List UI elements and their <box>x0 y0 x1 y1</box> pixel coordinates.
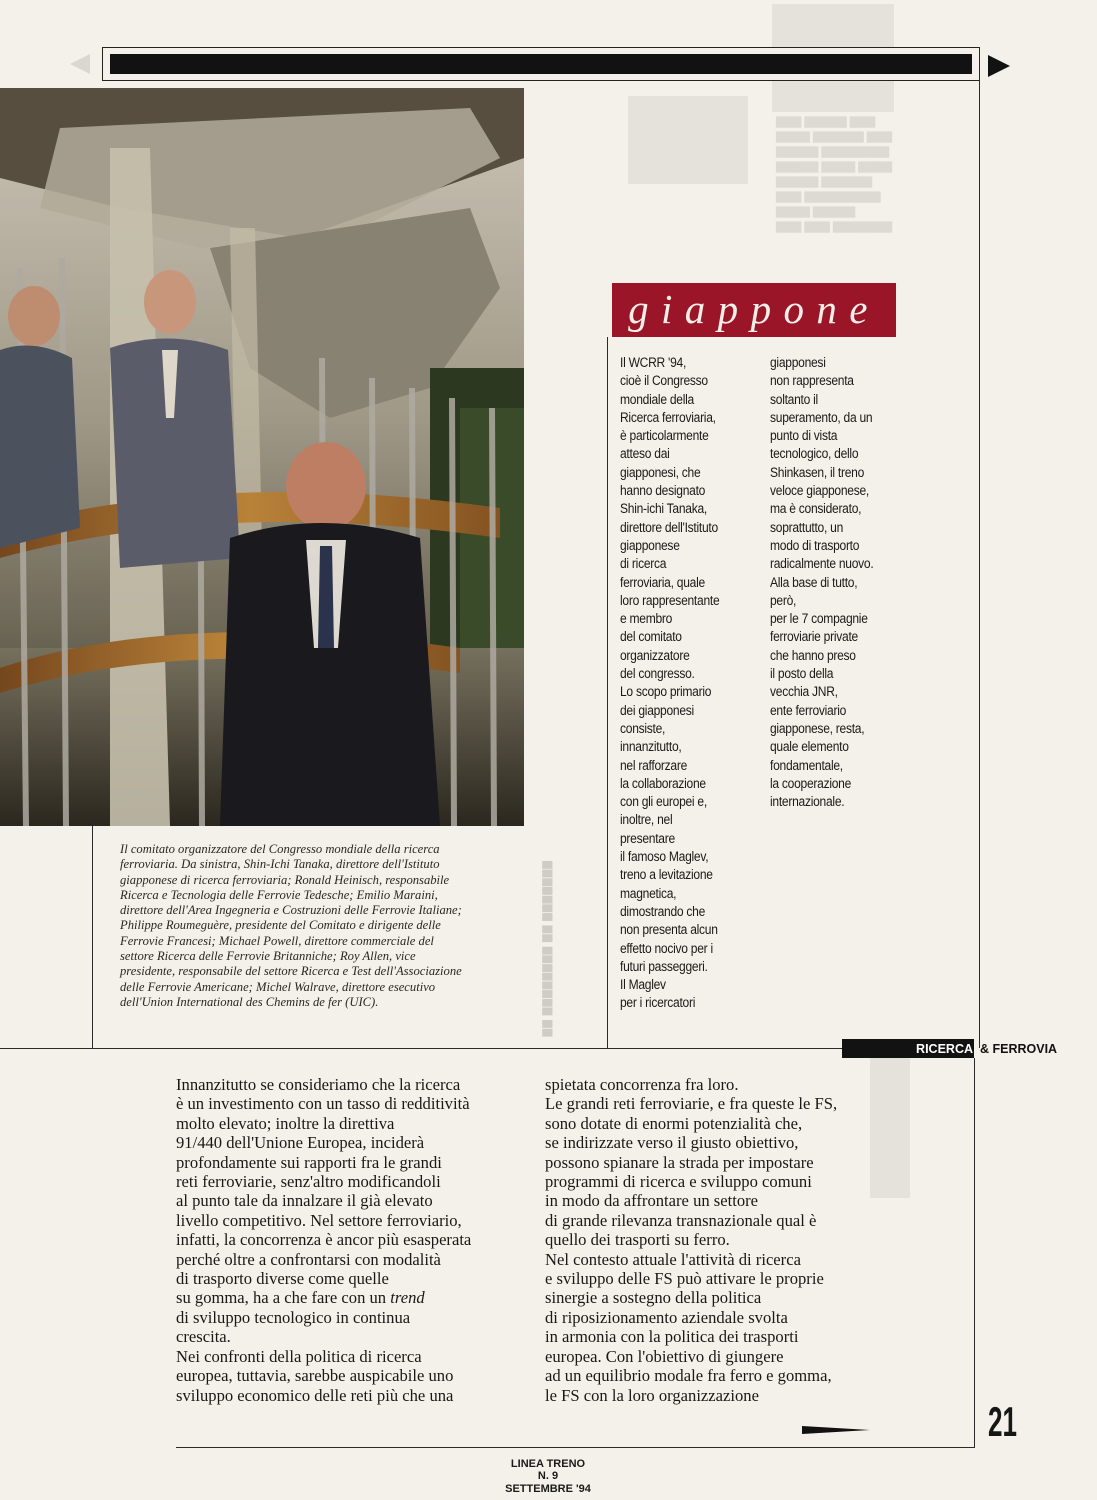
sidebar-title: giappone <box>628 286 880 332</box>
frame-rule-horizontal <box>0 1048 842 1049</box>
article-trend-word: trend <box>390 1288 425 1308</box>
frame-line-middle <box>607 337 608 1048</box>
footer-date: SETTEMBRE '94 <box>505 1482 591 1495</box>
frame-rule-bottom <box>974 1058 975 1448</box>
page-number: 21 <box>988 1398 1017 1445</box>
header-bar <box>110 54 972 74</box>
bleed-through-text: ▇▇▇ ▇▇▇▇▇ ▇▇▇ ▇▇▇▇ ▇▇▇▇▇▇ ▇▇▇ ▇▇▇▇▇ ▇▇▇▇▇▇▇▇ ▇▇▇▇▇ ▇▇▇▇ ▇▇▇▇ ▇▇▇▇▇ ▇▇▇▇▇▇ ▇▇▇ ▇▇▇▇▇▇▇▇▇ ▇▇▇▇ ▇▇▇▇▇ ▇▇▇ ▇▇▇ ▇▇▇▇▇▇▇ <box>776 116 893 233</box>
frame-line-right <box>979 47 980 1048</box>
photo-caption: Il comitato organizzatore del Congresso mondiale della ricerca ferroviaria. Da sinistra, Shin-Ichi Tanaka, direttore dell'Istituto giapponese di ricerca ferroviaria; Ronald Heinisch, responsabile Ricerca e Tecnologia delle Ferrovie Tedesche; Emilio Maraini, direttore dell'Area Ingegneria e Costruzioni delle Ferrovie Italiane; Philippe Roumeguère, presidente del Comitato e dirigente delle Ferrovie Francesi; Michael Powell, direttore commerciale del settore Ricerca delle Ferrovie Britanniche; Roy Allen, vice presidente, responsabile del settore Ricerca e Test dell'Associazione delle Ferrovie Americane; Michel Walrave, direttore esecutivo dell'Union International des Chemins de fer (UIC). <box>120 842 462 1009</box>
footer-issue: N. 9 <box>537 1470 559 1483</box>
article-column-2: spietata concorrenza fra loro. Le grandi reti ferroviarie, e fra queste le FS, sono dotate di enormi potenzialità che, se indirizzate verso il giusto obiettivo, possono spianare la strada per impostare programmi di ricerca e sviluppo comuni in modo da affrontare un settore di grande rilevanza transnazionale qual è quello dei trasporti su ferro. Nel contesto attuale l'attività di ricerca e sviluppo delle FS può attivare le proprie sinergie a sostegno della politica di riposizionamento aziendale svolta in armonia con la politica dei trasporti europea. Con l'obiettivo di giungere ad un equilibrio modale fra ferro e gomma, le FS con la loro organizzazione <box>545 1075 838 1405</box>
sidebar-column-2: giapponesi non rappresenta soltanto il superamento, da un punto di vista tecnologico, dello Shinkasen, il treno veloce giapponese, ma è considerato, soprattutto, un modo di trasporto radicalmente nuovo. Alla base di tutto, però, per le 7 compagnie ferroviarie private che hanno preso il posto della vecchia JNR, ente ferroviario giapponese, resta, quale elemento fondamentale, la cooperazione internazionale. <box>770 355 874 810</box>
committee-photo <box>0 88 524 826</box>
frame-rule-bottom-h <box>176 1447 975 1448</box>
footer <box>480 1458 616 1495</box>
article-column-1-text-b: di sviluppo tecnologico in continua crescita. Nei confronti della politica di ricerca europea, tuttavia, sarebbe auspicabile uno sviluppo economico delle reti più che una <box>176 1307 454 1405</box>
section-label-ferrovia: & FERROVIA <box>980 1042 1058 1056</box>
bleed-through-box <box>628 96 748 184</box>
article-column-1-text-a: Innanzitutto se consideriamo che la ricerca è un investimento con un tasso di redditività molto elevato; inoltre la direttiva 91/440 dell'Unione Europea, inciderà profondamente sui rapporti fra le grandi reti ferroviarie, senz'altro modificandoli al punto tale da innalzare il già elevato livello competitivo. Nel settore ferroviario, infatti, la concorrenza è ancor più esasperata perché oltre a confrontarsi con modalità di trasporto diverse come quelle su gomma, ha a che fare con un <box>176 1075 472 1308</box>
sidebar-column-1: Il WCRR '94, cioè il Congresso mondiale della Ricerca ferroviaria, è particolarmente atteso dai giapponesi, che hanno designato Shin-ichi Tanaka, direttore dell'Istituto giapponese di ricerca ferroviaria, quale loro rappresentante e membro del comitato organizzatore del congresso. Lo scopo primario dei giapponesi consiste, innanzitutto, nel rafforzare la collaborazione con gli europei e, inoltre, nel presentare il famoso Maglev, treno a levitazione magnetica, dimostrando che non presenta alcun effetto nocivo per i futuri passeggeri. Il Maglev per i ricercatori <box>620 355 720 1011</box>
frame-line-left <box>92 826 93 1048</box>
article-column-1 <box>176 1075 536 1405</box>
bleed-through-vertical-text: ▇▇ ▇▇▇▇▇▇▇▇ ▇▇ ▇▇▇▇▇▇▇ <box>542 860 553 1037</box>
section-label-ricerca: RICERCA <box>916 1042 973 1056</box>
footer-magazine: LINEA TRENO <box>510 1458 586 1470</box>
arrow-right-icon <box>988 55 1010 77</box>
arrow-left-icon <box>70 54 90 74</box>
continuation-arrow-icon <box>802 1426 870 1434</box>
